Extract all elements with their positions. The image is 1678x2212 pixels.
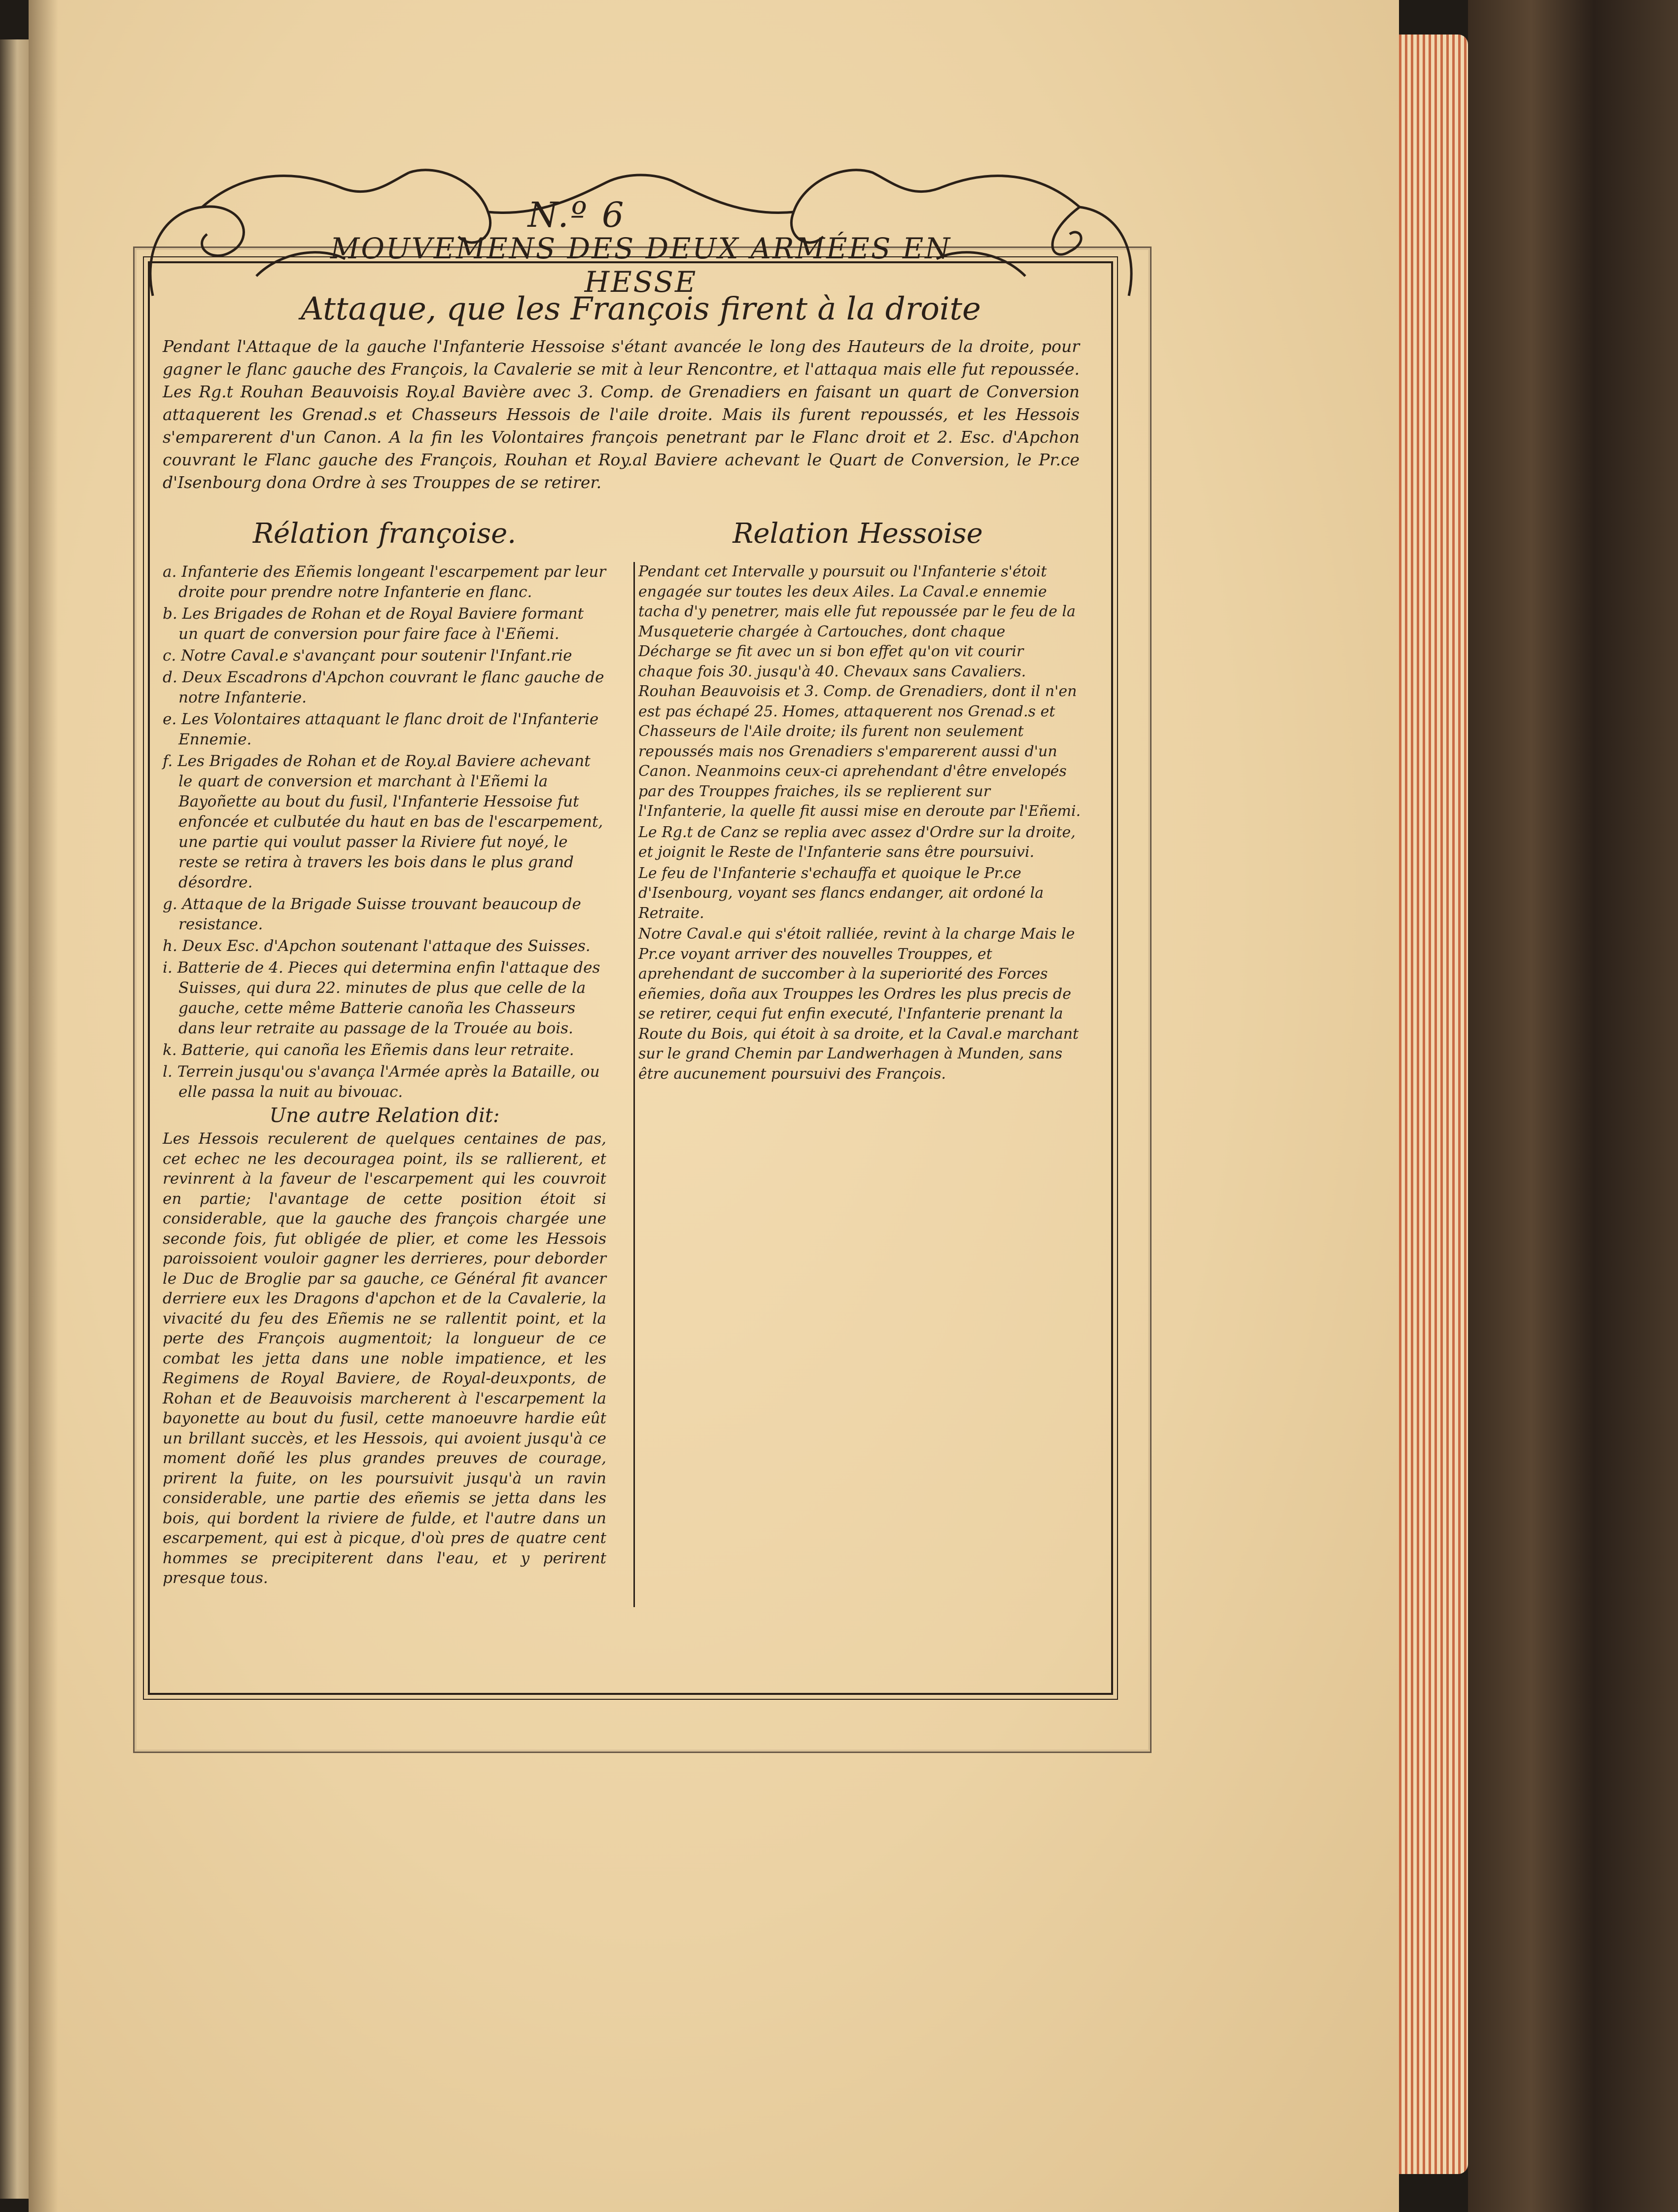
intro-paragraph: Pendant l'Attaque de la gauche l'Infanterie Hessoise s'étant avancée le long des Hauteurs de la droite, pour gagner le flanc gauche des François, la Cavalerie se mit à leur Rencontre, et l'attaqua mais elle fut repoussée. Les Rg.t Rouhan Beauvoisis Roy.al Bavière avec 3. Comp. de Grenadiers en faisant un quart de Conversion attaquerent les Grenad.s et Chasseurs Hessois de l'aile droite. Mais ils furent repoussés, et les Hessois s'emparerent d'un Canon. A la fin les Volontaires françois penetrant par le Flanc droit et 2. Esc. d'Apchon couvrant le Flanc gauche des François, Rouhan et Roy.al Baviere achevant le Quart de Conversion, le Pr.ce d'Isenbourg dona Ordre à ses Trouppes de se retirer. (163, 337, 1080, 492)
paragraph: Le Rg.t de Canz se replia avec assez d'Ordre sur la droite, et joignit le Reste de l'Infanterie sans être poursuivi. (638, 823, 1076, 861)
list-item: e. Les Volontaires attaquant le flanc droit de l'Infanterie Ennemie. (163, 710, 599, 748)
list-item: i. Batterie de 4. Pieces qui determina enfin l'attaque des Suisses, qui dura 22. minutes de plus que celle de la gauche, cette même Batterie canoña les Chasseurs dans leur retraite au passage de la Trouée au bois. (163, 959, 600, 1037)
list-item: c. Notre Caval.e s'avançant pour soutenir l'Infant.rie (163, 647, 572, 665)
book-cover-binding (1468, 0, 1678, 2212)
list-item: g. Attaque de la Brigade Suisse trouvant beaucoup de resistance. (163, 895, 581, 933)
other-relation-heading: Une autre Relation dit: (269, 1104, 500, 1127)
right-column-heading: Relation Hessoise (733, 518, 983, 550)
list-item: d. Deux Escadrons d'Apchon couvrant le flanc gauche de notre Infanterie. (163, 668, 604, 706)
paragraph: Pendant cet Intervalle y poursuit ou l'Infanterie s'étoit engagée sur toutes les deux Ailes. La Caval.e ennemie tacha d'y penetrer, mais elle fut repoussée par le feu de la Musqueterie chargée à Cartouches, dont chaque Décharge se fit avec un si bon effet qu'on vit courir chaque fois 30. jusqu'à 40. Chevaux sans Cavaliers. Rouhan Beauvoisis et 3. Comp. de Grenadiers, dont il n'en est pas échapé 25. Homes, attaquerent nos Grenad.s et Chasseurs de l'Aile droite; ils furent non seulement repoussés mais nos Grenadiers s'emparerent aussi d'un Canon. Neanmoins ceux-ci aprehendant d'être envelopés par des Trouppes fraiches, ils se replierent sur l'Infanterie, la quelle fit aussi mise en deroute par l'Eñemi. (638, 563, 1081, 820)
list-item: k. Batterie, qui canoña les Eñemis dans leur retraite. (163, 1041, 574, 1059)
left-page-edge (0, 39, 29, 2199)
page-gutter-shadow (29, 0, 58, 2212)
paragraph: Notre Caval.e qui s'étoit ralliée, revint à la charge Mais le Pr.ce voyant arriver des nouvelles Trouppes, et aprehendant de succomber à la superiorité des Forces eñemies, doña aux Trouppes les Ordres les plus precis de se retirer, cequi fut enfin executé, l'Infanterie prenant la Route du Bois, qui étoit à sa droite, et la Caval.e marchant sur le grand Chemin par Landwerhagen à Munden, sans être aucunement poursuivi des François. (638, 925, 1079, 1083)
list-item: h. Deux Esc. d'Apchon soutenant l'attaque des Suisses. (163, 937, 591, 955)
list-item: a. Infanterie des Eñemis longeant l'escarpement par leur droite pour prendre notre Infanterie en flanc. (163, 563, 606, 601)
left-column-heading: Rélation françoise. (252, 518, 517, 550)
french-relation-list (163, 562, 606, 1104)
other-relation-text: Les Hessois reculerent de quelques centaines de pas, cet echec ne les decouragea point, ils se rallierent, et revinrent à la faveur de l'escarpement qui les couvroit en partie; l'avantage de cette position étoit si considerable, que la gauche des françois chargée une seconde fois, fut obligée de plier, et come les Hessois paroissoient vouloir gagner les derrieres, pour deborder le Duc de Broglie par sa gauche, ce Général fit avancer derriere eux les Dragons d'apchon et de la Cavalerie, la vivacité du feu des Eñemis ne se rallentit point, et la perte des François augmentoit; la longueur de ce combat les jetta dans une noble impatience, et les Regimens de Royal Baviere, de Royal-deuxponts, de Rohan et de Beauvoisis marcherent à l'escarpement la bayonette au bout du fusil, cette manoeuvre hardie eût un brillant succès, et les Hessois, qui avoient jusqu'à ce moment doñé les plus grandes preuves de courage, prirent la fuite, on les poursuivit jusqu'à un ravin considerable, une partie des eñemis se jetta dans les bois, qui bordent la riviere de fulde, et l'autre dans un escarpement, qui est à picque, d'où pres de quatre cent hommes se precipiterent dans l'eau, et y perirent presque tous. (163, 1130, 606, 1587)
list-item: b. Les Brigades de Rohan et de Royal Baviere formant un quart de conversion pour faire face à l'Eñemi. (163, 605, 584, 643)
list-item: l. Terrein jusqu'ou s'avança l'Armée après la Bataille, ou elle passa la nuit au bivouac. (163, 1063, 600, 1101)
page-edges-red (1399, 35, 1468, 2174)
plate-number: N.º 6 (527, 195, 626, 235)
plate-subtitle: Attaque, que les François firent à la droite (301, 291, 981, 327)
column-divider (633, 562, 635, 1607)
plate-title: MOUVEMENS DES DEUX ARMÉES EN HESSE (330, 232, 952, 299)
paragraph: Le feu de l'Infanterie s'echauffa et quoique le Pr.ce d'Isenbourg, voyant ses flancs endanger, ait ordoné la Retraite. (638, 864, 1044, 922)
hessian-relation-text (638, 562, 1082, 1085)
list-item: f. Les Brigades de Rohan et de Roy.al Baviere achevant le quart de conversion et marchant à l'Eñemi la Bayoñette au bout du fusil, l'Infanterie Hessoise fut enfoncée et culbutée du haut en bas de l'escarpement, une partie qui voulut passer la Riviere fut noyé, le reste se retira à travers les bois dans le plus grand désordre. (163, 752, 603, 891)
